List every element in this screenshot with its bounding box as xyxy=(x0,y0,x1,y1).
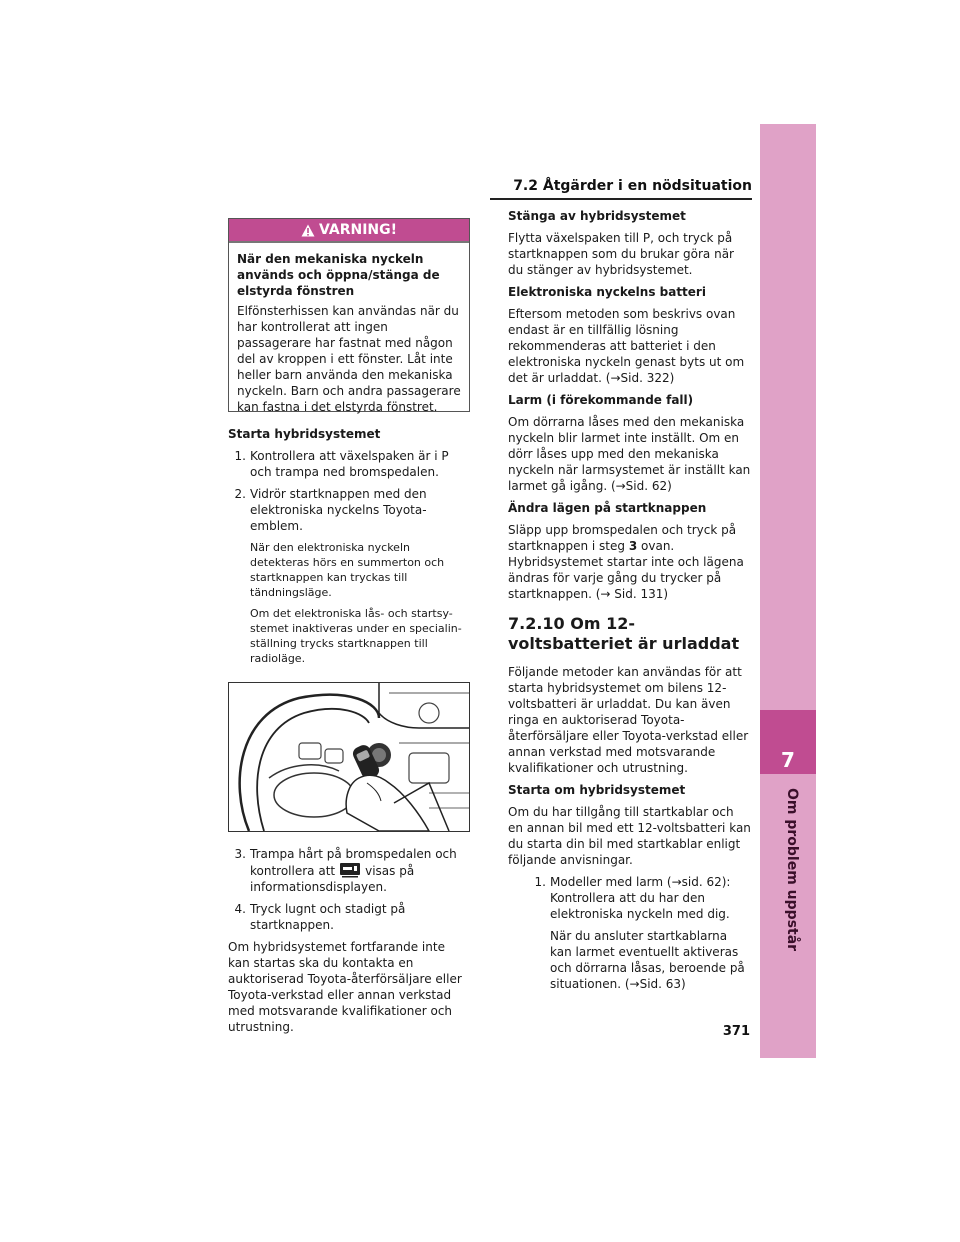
warning-text: Elfönsterhissen kan användas när du har kontrollerat att ingen passagerare har fastnat med någon del av kroppen i ett fönster. Låt inte heller barn använda den mekaniska nyckeln. Barn och andra passagerare kan fastna i det elstyrda fönstret. xyxy=(237,304,461,414)
step-4 xyxy=(228,901,470,933)
step-2 xyxy=(228,486,470,534)
paragraph-change-modes xyxy=(508,522,752,602)
step-reference: 3 xyxy=(628,539,638,553)
step-text: Vidrör startknappen med den elektroniska nyckelns Toyota-emblem. xyxy=(250,487,427,533)
step-text: Modeller med larm (→sid. 62): Kontrollera att du har den elektroniska nyckeln med dig. xyxy=(550,875,731,921)
chapter-title: Om problem uppstår xyxy=(784,788,800,952)
warning-title: När den mekaniska nyckeln används och öppna/stänga de elstyrda fönstren xyxy=(237,252,440,298)
chapter-number: 7 xyxy=(760,710,816,774)
heading-start-hybrid: Starta hybridsystemet xyxy=(228,427,381,441)
step-1 xyxy=(228,448,470,480)
warning-box xyxy=(228,218,470,412)
paragraph-alarm: Om dörrarna låses med den mekaniska nyckeln blir larmet inte inställt. Om en dörr låses upp med den mekaniska nyckeln när larmsystemet är inställt kan larmet gå igång. (→Sid. 62) xyxy=(508,415,751,493)
paragraph-jump-start: Om du har tillgång till startkablar och en annan bil med ett 12-voltsbatteri kan du starta din bil med startkablar enligt följande anvisningar. xyxy=(508,805,751,867)
paragraph-key-battery: Eftersom metoden som beskrivs ovan endast är en tillfällig lösning rekommenderas att batteriet i den elektroniska nyckeln genast byts ut om det är urladdat. (→Sid. 322) xyxy=(508,307,745,385)
heading-key-battery: Elektroniska nyckelns batteri xyxy=(508,285,706,299)
step-number: 4. xyxy=(234,902,246,916)
note-key-detected: När den elektroniska nyckeln detekteras hörs en summerton och startknappen kan tryckas till tändningsläge. xyxy=(250,541,445,599)
text-part: ovan. Hybridsystemet startar inte och lägena ändras för varje gång du trycker på startknappen. (→ Sid. 131) xyxy=(508,539,744,601)
step-text: Tryck lugnt och stadigt på startknappen. xyxy=(250,902,406,932)
step-number: 1. xyxy=(534,875,546,889)
text-part: Släpp upp bromspedalen och tryck på startknappen i steg xyxy=(508,523,737,553)
warning-triangle-icon xyxy=(301,224,315,237)
paragraph-stop-hybrid: Flytta växelspaken till P, och tryck på startknappen som du brukar göra när du stänger av hybridsystemet. xyxy=(508,231,734,277)
page-number: 371 xyxy=(722,1024,750,1039)
paragraph-methods: Följande metoder kan användas för att starta hybridsystemet om bilens 12-voltsbatteri är urladdat. Du kan även ringa en auktoriserad Toyota-återförsäljare eller Toyota-verkstad eller annan verkstad med motsvarande kvalifikationer och utrustning. xyxy=(508,665,749,775)
step-text-part-b: visas på informationsdisplayen. xyxy=(250,864,415,894)
left-column xyxy=(228,426,470,1041)
step-number: 2. xyxy=(234,487,246,501)
heading-change-modes: Ändra lägen på startknappen xyxy=(508,501,707,515)
right-column xyxy=(508,208,752,992)
running-header: 7.2 Åtgärder i en nödsituation xyxy=(513,178,752,194)
header-rule xyxy=(490,198,752,200)
step-number: 3. xyxy=(234,847,246,861)
key-indicator-icon xyxy=(339,862,361,878)
step-number: 1. xyxy=(234,449,246,463)
jump-step-1 xyxy=(528,874,752,922)
step-text-part-a: Trampa hårt på bromspedalen och kontrollera att xyxy=(250,847,457,878)
heading-restart-hybrid: Starta om hybridsystemet xyxy=(508,783,686,797)
jump-step-1-note: När du ansluter startkablarna kan larmet eventuellt aktiveras och dörrarna låsas, beroende på situationen. (→Sid. 63) xyxy=(550,929,745,991)
section-title-battery-discharged: 7.2.10 Om 12-voltsbatteriet är urladdat xyxy=(508,614,740,653)
warning-header xyxy=(229,219,469,241)
warning-label: VARNING! xyxy=(318,222,398,238)
heading-alarm: Larm (i förekommande fall) xyxy=(508,393,694,407)
illustration-start-button xyxy=(228,682,470,832)
step-text: Kontrollera att växelspaken är i P och trampa ned bromspedalen. xyxy=(250,449,449,479)
steering-wheel-key-illustration xyxy=(229,683,469,831)
paragraph-contact-dealer: Om hybridsystemet fortfarande inte kan startas ska du kontakta en auktoriserad Toyota-återförsäljare eller Toyota-verkstad eller annan verkstad med motsvarande kvalifikationer och utrustning. xyxy=(228,940,462,1034)
heading-stop-hybrid: Stänga av hybridsystemet xyxy=(508,209,686,223)
step-3 xyxy=(228,846,470,895)
note-system-disabled: Om det elektroniska lås- och startsy-stemet inaktiveras under en specialin-ställning trycks startknappen till radioläge. xyxy=(250,607,462,665)
